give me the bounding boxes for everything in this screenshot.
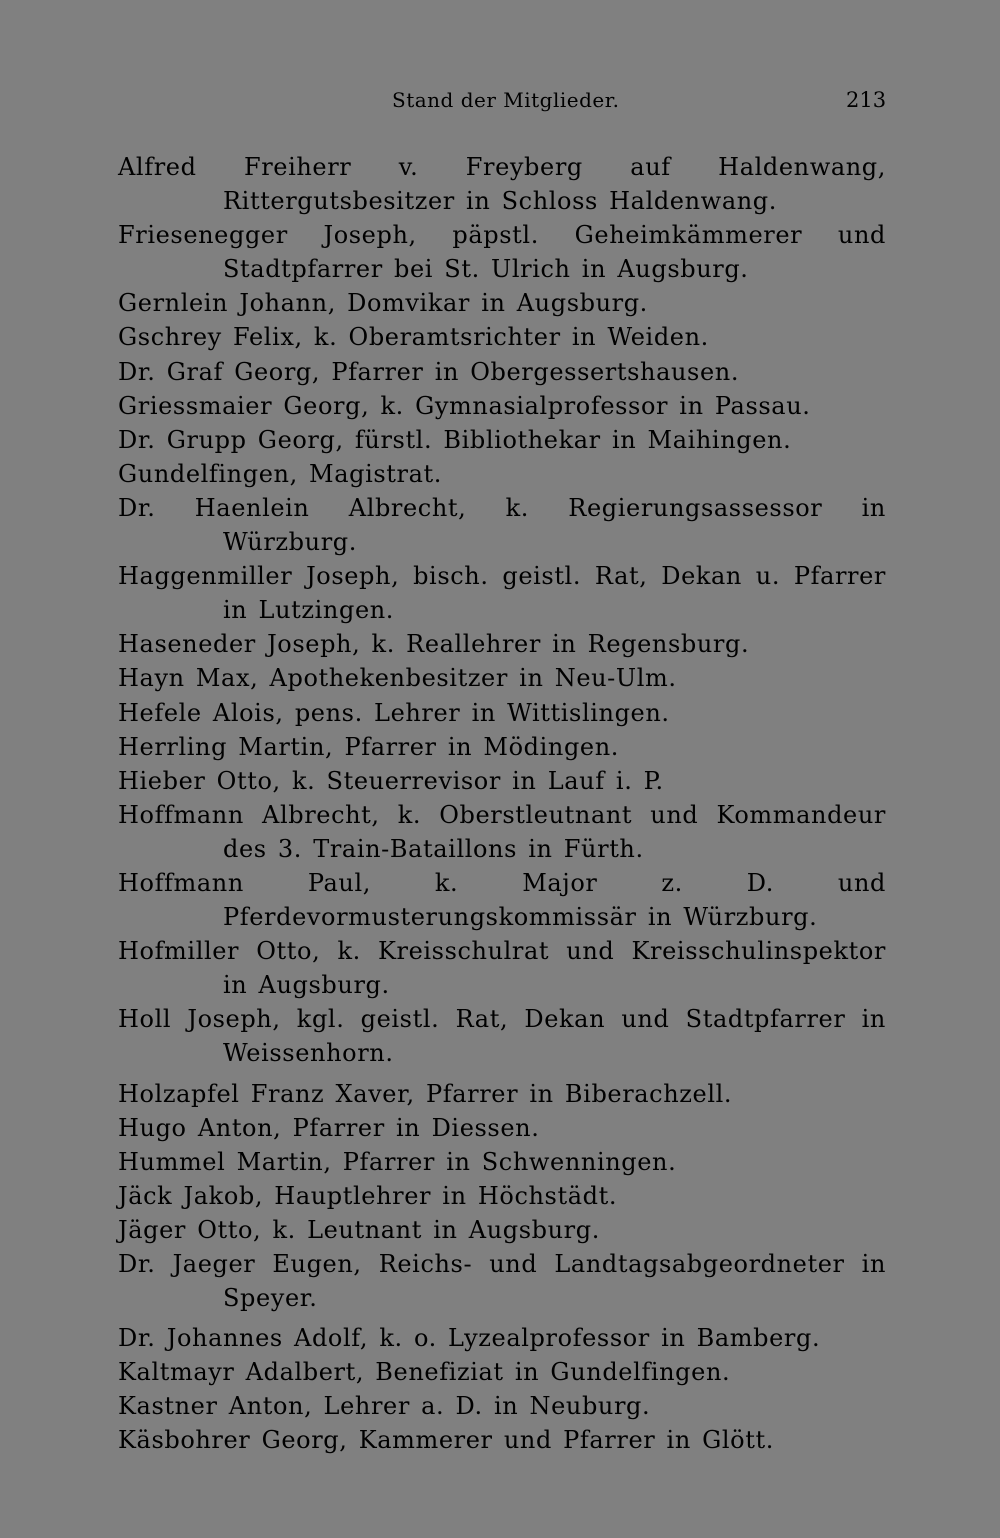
member-entry: Gernlein Johann, Domvikar in Augsburg. (118, 289, 648, 318)
member-entry: Holl Joseph, kgl. geistl. Rat, Dekan und Stadtpfarrer in Weissenhorn. (118, 1005, 886, 1068)
running-title: Stand der Mitglieder. (392, 88, 620, 112)
member-entry: Herrling Martin, Pfarrer in Mödingen. (118, 732, 619, 761)
member-entry: Griessmaier Georg, k. Gymnasialprofessor in Passau. (118, 391, 811, 420)
member-entry: Kastner Anton, Lehrer a. D. in Neuburg. (118, 1392, 651, 1421)
member-entry: Alfred Freiherr v. Freyberg auf Haldenwang, Rittergutsbesitzer in Schloss Haldenwang. (118, 153, 886, 216)
member-entry: Hummel Martin, Pfarrer in Schwenningen. (118, 1147, 677, 1176)
member-entry: Dr. Jaeger Eugen, Reichs- und Landtagsabgeordneter in Speyer. (118, 1250, 886, 1313)
member-entry: Hayn Max, Apothekenbesitzer in Neu-Ulm. (118, 664, 677, 693)
member-entry: Holzapfel Franz Xaver, Pfarrer in Biberachzell. (118, 1079, 733, 1108)
member-list (118, 150, 886, 1458)
member-entry: Hieber Otto, k. Steuerrevisor in Lauf i. P. (118, 766, 664, 795)
member-entry: Jäck Jakob, Hauptlehrer in Höchstädt. (118, 1181, 618, 1210)
member-entry: Kaltmayr Adalbert, Benefiziat in Gundelfingen. (118, 1358, 731, 1387)
member-entry: Haseneder Joseph, k. Reallehrer in Regensburg. (118, 630, 750, 659)
member-entry: Dr. Johannes Adolf, k. o. Lyzealprofessor in Bamberg. (118, 1324, 821, 1353)
member-entry: Friesenegger Joseph, päpstl. Geheimkämmerer und Stadtpfarrer bei St. Ulrich in Augsburg. (118, 221, 886, 284)
member-entry: Dr. Grupp Georg, fürstl. Bibliothekar in Maihingen. (118, 425, 792, 454)
member-entry: Hugo Anton, Pfarrer in Diessen. (118, 1113, 540, 1142)
member-entry: Käsbohrer Georg, Kammerer und Pfarrer in Glött. (118, 1426, 774, 1455)
member-entry: Hefele Alois, pens. Lehrer in Wittislingen. (118, 698, 670, 727)
page-header (0, 88, 1000, 118)
member-entry: Hofmiller Otto, k. Kreisschulrat und Kreisschulinspektor in Augsburg. (118, 937, 886, 1000)
member-entry: Dr. Graf Georg, Pfarrer in Obergessertshausen. (118, 357, 740, 386)
member-entry: Gschrey Felix, k. Oberamtsrichter in Weiden. (118, 323, 709, 352)
member-entry: Hoffmann Albrecht, k. Oberstleutnant und Kommandeur des 3. Train-Bataillons in Fürth. (118, 800, 886, 863)
member-entry: Jäger Otto, k. Leutnant in Augsburg. (118, 1215, 600, 1244)
member-entry: Dr. Haenlein Albrecht, k. Regierungsassessor in Würzburg. (118, 493, 886, 557)
member-entry: Hoffmann Paul, k. Major z. D. und Pferdevormusterungskommissär in Würzburg. (118, 868, 886, 932)
member-entry: Haggenmiller Joseph, bisch. geistl. Rat, Dekan u. Pfarrer in Lutzingen. (118, 562, 886, 625)
member-entry: Gundelfingen, Magistrat. (118, 459, 442, 488)
page-number: 213 (846, 88, 887, 112)
